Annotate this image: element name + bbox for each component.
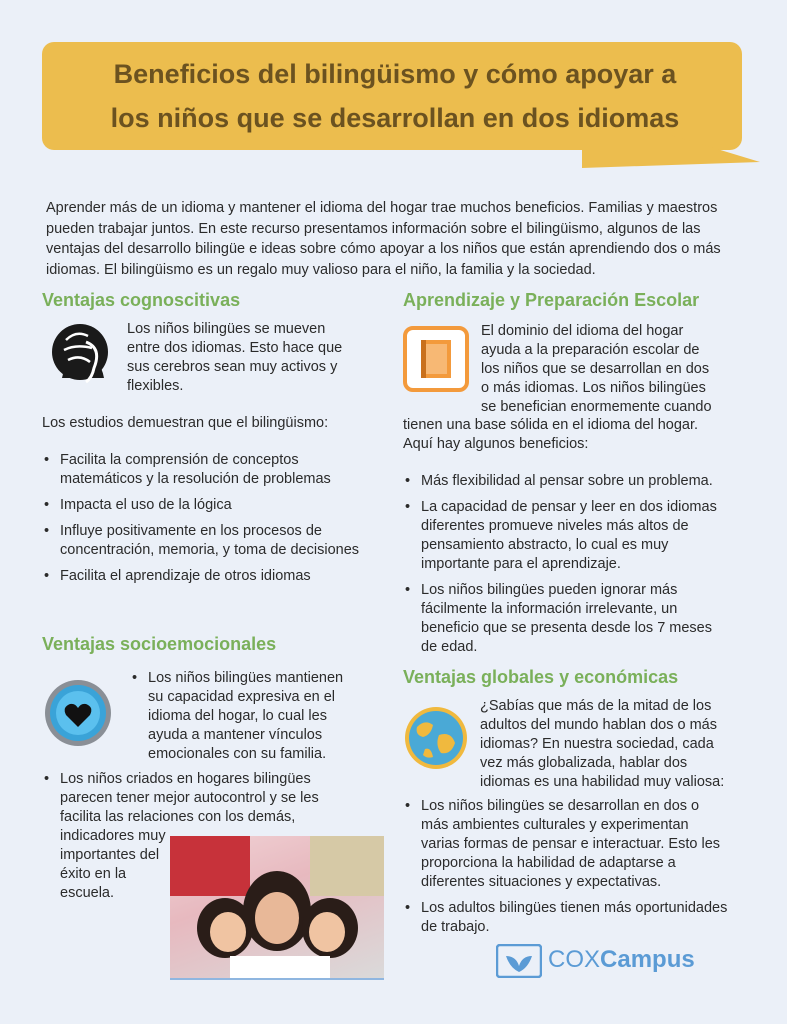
cox-campus-logo-text [548,946,695,974]
studies-text: Los estudios demuestran que el bilingüismo: [42,415,329,431]
global-heading: Ventajas globales y económicas [403,667,679,687]
family-photo [170,836,384,980]
cognitive-list [42,451,362,593]
cox-campus-logo-icon [496,944,542,978]
socio-list-2 [42,770,342,834]
global-list [403,797,728,944]
list-item: • Influye positivamente en los procesos de concentración, memoria, y toma de decisiones [42,522,362,560]
list-item: • Los niños criados en hogares bilingües parecen tener mejor autocontrol y se les facilita las relaciones con los demás, [42,770,342,827]
school-list [403,472,728,664]
list-item: • Los adultos bilingües tienen más oportunidades de trabajo. [403,899,728,937]
socio-continuation: indicadores muy importantes del éxito en la escuela. [60,828,166,901]
cognitive-text: Los niños bilingües se mueven entre dos idiomas. Esto hace que sus cerebros sean muy activos y flexibles. [127,321,343,394]
list-item: • La capacidad de pensar y leer en dos idiomas diferentes promueve niveles más altos de pensamiento abstracto, lo cual es muy importante para el aprendizaje. [403,498,728,574]
book-icon [403,326,469,392]
global-text: ¿Sabías que más de la mitad de los adultos del mundo hablan dos o más idiomas? En nuestra sociedad, cada vez más globalizada, hablar dos idiomas es una habilidad muy valiosa: [480,698,725,790]
list-item: • Facilita el aprendizaje de otros idiomas [42,567,362,586]
list-item: • Más flexibilidad al pensar sobre un problema. [403,472,728,491]
page-title [70,52,720,140]
list-item: • Los niños bilingües mantienen su capacidad expresiva en el idioma del hogar, lo cual les ayuda a mantener vínculos emocionales con su familia. [130,669,362,764]
heart-button-icon [42,677,114,749]
cognitive-heading: Ventajas cognoscitivas [42,290,241,310]
socio-heading: Ventajas socioemocionales [42,634,277,654]
globe-icon [403,705,469,771]
school-text: El dominio del idioma del hogar ayuda a la preparación escolar de los niños que se desarrollan en dos o más idiomas. Los niños bilingües se benefician enormemente cuando [481,323,712,415]
brain-head-icon [42,318,114,390]
school-text-2: tienen una base sólida en el idioma del hogar. Aquí hay algunos beneficios: [403,417,699,452]
title-line-2: los niños que se desarrollan en dos idiomas [110,103,680,133]
list-item: • Los niños bilingües pueden ignorar más fácilmente la información irrelevante, un beneficio que se presenta desde los 7 meses de edad. [403,581,728,657]
logo-part-1: COX [548,946,601,973]
socio-list-1 [130,669,362,771]
logo-part-2: Campus [600,946,695,973]
family-photo-illustration [170,836,384,978]
title-line-1: Beneficios del bilingüismo y cómo apoyar a [113,59,677,89]
list-item: • Impacta el uso de la lógica [42,496,362,515]
school-heading: Aprendizaje y Preparación Escolar [403,290,700,310]
list-item: • Los niños bilingües se desarrollan en dos o más ambientes culturales y experimentan varias formas de pensar e interactuar. Esto les proporciona la habilidad de adaptarse a diferentes situaciones y expectativas. [403,797,728,892]
intro-paragraph: Aprender más de un idioma y mantener el idioma del hogar trae muchos beneficios. Familias y maestros pueden trabajar juntos. En este recurso presentamos información sobre el bilingüismo, algunos de las ventajas del desarrollo bilingüe e ideas sobre cómo apoyar a los niños que están aprendiendo dos o más idiomas. El bilingüismo es un regalo muy valioso para el niño, la familia y la sociedad. [46,200,721,278]
list-item: • Facilita la comprensión de conceptos matemáticos y la resolución de problemas [42,451,362,489]
